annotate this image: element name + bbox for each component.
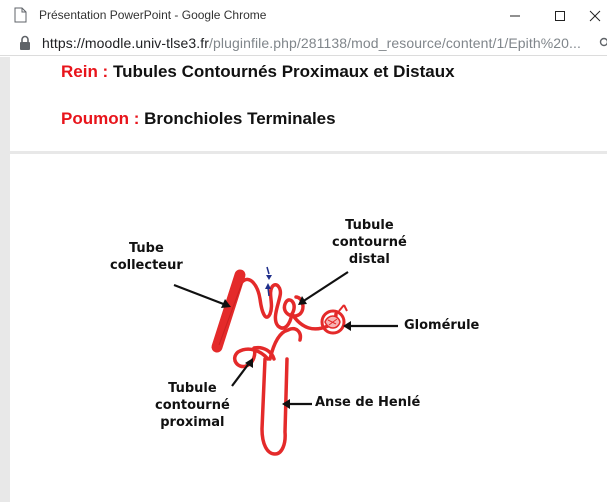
label-tubule-distal	[332, 217, 407, 268]
url-text[interactable]	[42, 35, 581, 51]
maximize-button[interactable]	[537, 0, 583, 31]
poumon-text: Bronchioles Terminales	[139, 109, 336, 128]
label-line: Tubule	[168, 381, 217, 396]
label-line: proximal	[160, 415, 225, 430]
close-button[interactable]	[583, 0, 607, 31]
url-path: /pluginfile.php/281138/mod_resource/content/1/Epith%20...	[209, 35, 582, 51]
label-line: collecteur	[110, 258, 183, 273]
url-host: https://moodle.univ-tlse3.fr	[42, 35, 209, 51]
window-titlebar	[0, 0, 607, 31]
label-line: Glomérule	[404, 318, 480, 333]
poumon-label: Poumon :	[61, 109, 140, 128]
minimize-icon	[509, 10, 521, 22]
rein-line	[61, 62, 455, 82]
label-line: Tube	[128, 241, 164, 256]
lock-icon[interactable]	[19, 35, 31, 51]
label-line: distal	[348, 252, 390, 267]
glomerulus	[322, 305, 347, 333]
slide-2	[10, 154, 607, 502]
document-viewer	[0, 57, 607, 502]
label-glomerule	[404, 317, 479, 334]
maximize-icon	[554, 10, 566, 22]
poumon-line	[61, 109, 336, 129]
close-icon	[589, 10, 601, 22]
nephron-diagram	[10, 154, 607, 502]
window-title: Présentation PowerPoint - Google Chrome	[39, 8, 267, 22]
label-tube-collecteur	[110, 240, 183, 274]
label-line: contourné	[332, 235, 407, 250]
minimize-button[interactable]	[492, 0, 538, 31]
rein-label: Rein :	[61, 62, 109, 81]
address-bar[interactable]	[0, 31, 607, 56]
nephron-tubule	[235, 279, 336, 454]
slide-1	[10, 57, 607, 151]
label-anse-henle	[315, 394, 420, 411]
collecting-duct	[217, 275, 242, 347]
page-icon	[14, 7, 27, 23]
key-icon[interactable]	[598, 37, 607, 51]
label-line: contourné	[155, 398, 230, 413]
label-line: Anse de Henlé	[315, 395, 421, 410]
rein-text: Tubules Contournés Proximaux et Distaux	[108, 62, 455, 81]
label-line: Tubule	[345, 218, 394, 233]
label-tubule-proximal	[155, 380, 230, 431]
